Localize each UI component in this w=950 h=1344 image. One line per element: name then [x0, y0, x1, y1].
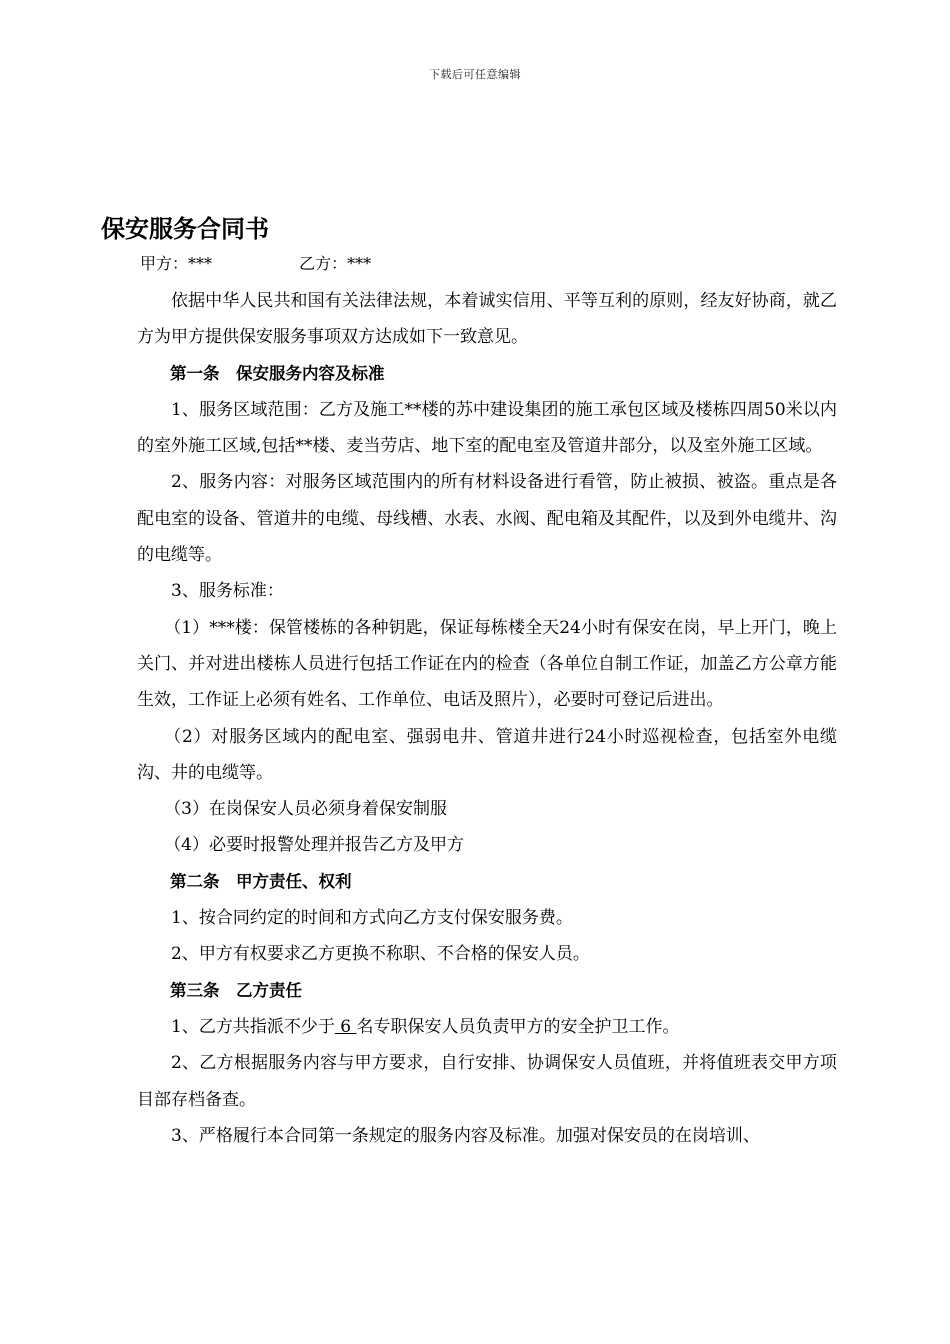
article3-heading: 第三条 乙方责任	[170, 980, 302, 1000]
standard-3: （3）在岗保安人员必须身着保安制服	[164, 799, 448, 820]
article1-item2: 2、服务内容：对服务区域范围内的所有材料设备进行看管，防止被损、被盗。重点是各配电室的设备、管道井的电缆、母线槽、水表、水阀、配电箱及其配件，以及到外电缆井、沟的电缆等。	[137, 472, 837, 566]
article1-item3: 3、服务标准：	[171, 581, 284, 602]
standard-1: （1）***楼：保管楼栋的各种钥匙，保证每栋楼全天24小时有保安在岗，早上开门，晚上关门、并对进出楼栋人员进行包括工作证在内的检查（各单位自制工作证，加盖乙方公章方能生效，工作证上必须有姓名、工作单位、电话及照片），必要时可登记后进出。	[137, 617, 837, 711]
parties-line	[140, 251, 371, 274]
standard-2: （2）对服务区域内的配电室、强弱电井、管道井进行24小时巡视检查，包括室外电缆沟、井的电缆等。	[137, 726, 837, 783]
article1-heading: 第一条 保安服务内容及标准	[170, 363, 385, 383]
party-a: 甲方：***	[140, 254, 213, 273]
party-b: 乙方：***	[299, 254, 372, 273]
page-header-note: 下载后可任意编辑	[429, 68, 521, 81]
article2-item1: 1、按合同约定的时间和方式向乙方支付保安服务费。	[171, 908, 573, 929]
document-title: 保安服务合同书	[101, 215, 269, 243]
article3-item1-suffix: 名专职保安人员负责甲方的安全护卫工作。	[356, 1016, 680, 1037]
contract-body	[137, 283, 837, 1154]
guard-count: 6	[334, 1016, 357, 1037]
article1-item1: 1、服务区域范围：乙方及施工**楼的苏中建设集团的施工承包区域及楼栋四周50米以内的室外施工区域,包括**楼、麦当劳店、地下室的配电室及管道井部分，以及室外施工区域。	[137, 399, 837, 457]
article3-item3: 3、严格履行本合同第一条规定的服务内容及标准。加强对保安员的在岗培训、	[171, 1125, 760, 1146]
article2-item2: 2、甲方有权要求乙方更换不称职、不合格的保安人员。	[171, 944, 590, 965]
intro-paragraph: 依据中华人民共和国有关法律法规，本着诚实信用、平等互利的原则，经友好协商，就乙方为甲方提供保安服务事项双方达成如下一致意见。	[137, 291, 837, 348]
article3-item1-prefix: 1、乙方共指派不少于	[171, 1016, 335, 1037]
article2-heading: 第二条 甲方责任、权利	[170, 871, 352, 891]
article3-item1	[137, 1009, 837, 1045]
article3-item2: 2、乙方根据服务内容与甲方要求，自行安排、协调保安人员值班，并将值班表交甲方项目部存档备查。	[137, 1053, 837, 1110]
standard-4: （4）必要时报警处理并报告乙方及甲方	[164, 835, 465, 856]
